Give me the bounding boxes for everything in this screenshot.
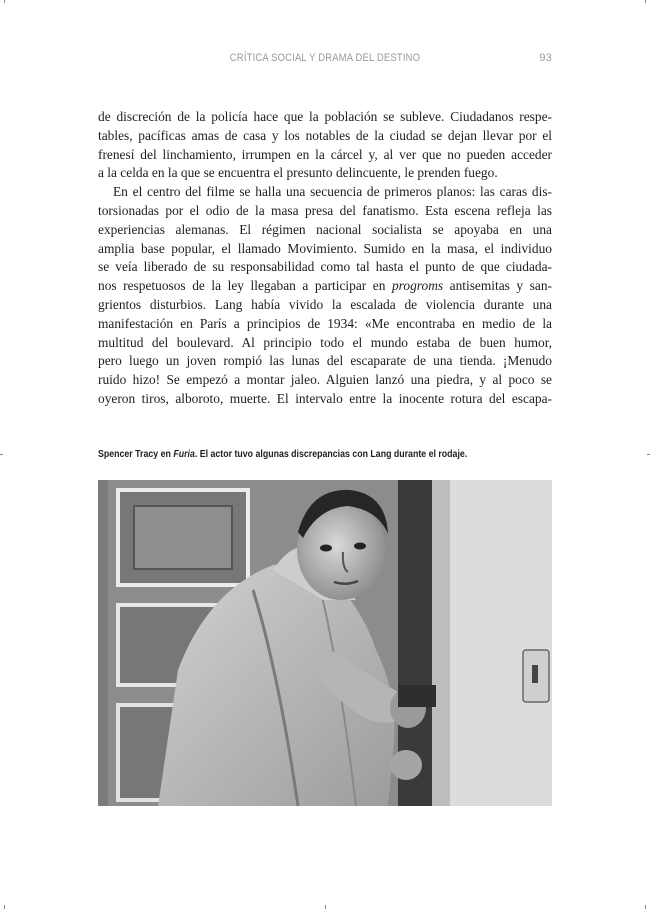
hand xyxy=(390,750,422,780)
caption-prefix: Spencer Tracy en xyxy=(98,449,174,460)
film-still-photo xyxy=(98,480,552,806)
text-line: a la celda en la que se encuentra el presunto delincuente, le prenden fuego. xyxy=(98,165,498,181)
text-line: experiencias alemanas. El régimen nacional socialista se apoyaba en una xyxy=(98,221,552,237)
eye xyxy=(354,543,366,550)
film-still-illustration xyxy=(98,480,552,806)
text-line: oyeron tiros, alboroto, muerte. El intervalo entre la inocente rotura del escapa- xyxy=(98,390,552,406)
running-head xyxy=(98,52,552,68)
text-line: se veía liberado de su responsabilidad como tal hasta el punto de que ciudada- xyxy=(98,259,552,275)
text-line: grientos disturbios. Lang había vivido la escalada de violencia durante una xyxy=(98,296,552,312)
italic-term: progroms xyxy=(391,278,444,294)
section-title: CRÍTICA SOCIAL Y DRAMA DEL DESTINO xyxy=(229,52,421,64)
text-line: de discreción de la policía hace que la población se subleve. Ciudadanos respe- xyxy=(98,109,552,124)
crop-mark xyxy=(645,905,646,909)
text-line: multitud del boulevard. Al principio todo el mundo estaba de buen humor, xyxy=(98,334,552,350)
crop-mark xyxy=(4,905,5,909)
text-line: ruido hizo! Se empezó a montar jaleo. Alguien lanzó una piedra, y al poco se xyxy=(98,372,552,388)
caption-suffix: . El actor tuvo algunas discrepancias con Lang durante el rodaje. xyxy=(194,449,468,460)
crop-mark xyxy=(645,0,646,3)
text-line: manifestación en París a principios de 1934: «Me encontraba en medio de la xyxy=(98,315,552,331)
switch-toggle xyxy=(532,665,538,683)
crop-mark xyxy=(0,454,3,455)
caption-film-title: Furia xyxy=(173,449,195,460)
text-line xyxy=(98,277,552,296)
body-text xyxy=(98,108,552,409)
eye xyxy=(320,545,332,552)
bright-wall xyxy=(450,480,552,806)
crop-mark xyxy=(325,905,326,909)
text-line: pero luego un joven rompió las lunas del escaparate de una tienda. ¡Menudo xyxy=(98,353,552,369)
door-panel-inset xyxy=(134,506,232,569)
door-casing xyxy=(432,480,450,806)
crop-mark xyxy=(4,0,5,3)
photo-caption xyxy=(98,449,498,460)
text-line: tables, pacíficas amas de casa y los notables de la ciudad se dejan llevar por el xyxy=(98,127,552,143)
text-segment: nos respetuosos de la ley llegaban a participar en xyxy=(98,278,386,294)
door-handle xyxy=(398,685,436,707)
text-line: En el centro del filme se halla una secuencia de primeros planos: las caras dis- xyxy=(113,184,552,200)
page-number: 93 xyxy=(539,52,552,64)
text-segment: antisemitas y san- xyxy=(443,278,552,294)
text-line: torsionadas por el odio de la masa presa del fanatismo. Esta escena refleja las xyxy=(98,202,552,218)
text-line: frenesí del linchamiento, irrumpen en la cárcel y, al ver que no pueden acceder xyxy=(98,146,552,162)
text-line: amplia base popular, el llamado Movimiento. Sumido en la masa, el individuo xyxy=(98,240,552,256)
